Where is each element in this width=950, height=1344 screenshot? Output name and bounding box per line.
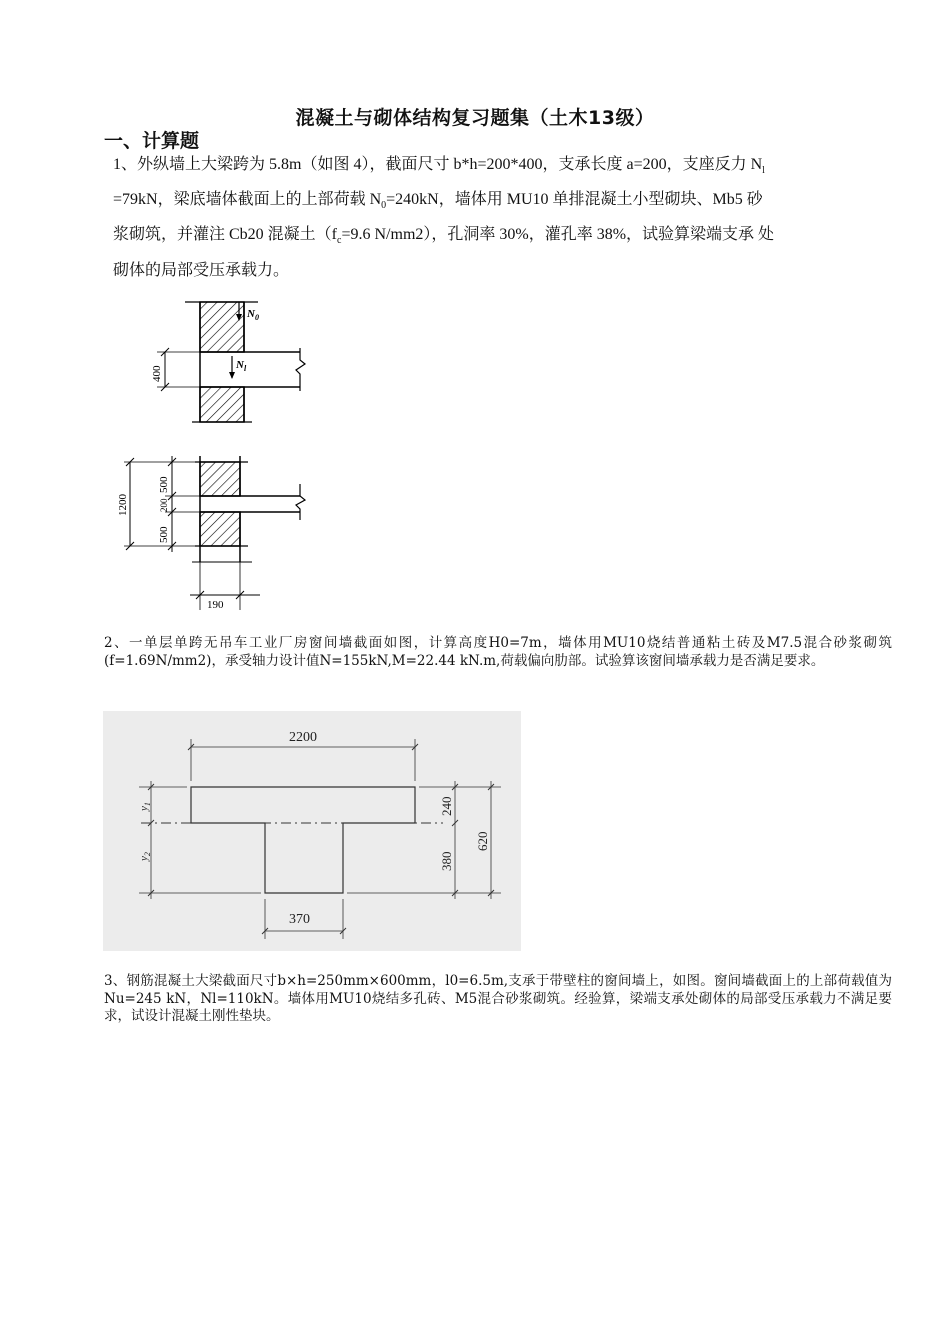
- dim-380: 380: [439, 851, 454, 871]
- label-y2: $y_2$: [138, 852, 152, 861]
- dim-500-bottom: 500: [158, 526, 170, 543]
- q1-line1: 1、外纵墙上大梁跨为 5.8m（如图 4），截面尺寸 b*h=200*400，支承长度 a=200，支座反力 N: [113, 156, 763, 173]
- dim-2200: 2200: [289, 730, 317, 745]
- dim-500-top: 500: [158, 476, 170, 493]
- label-nl: $N_l$: [236, 359, 247, 373]
- label-n0: $N_0$: [247, 308, 259, 322]
- wall-beam-figure: [110, 290, 330, 620]
- q1-line1-sub: l: [762, 165, 765, 177]
- dim-1200: 1200: [117, 494, 129, 516]
- top-section-diagram: [157, 302, 305, 422]
- dim-200: 200: [159, 498, 169, 512]
- q1-line3b: =9.6 N/mm2），孔洞率 30%，灌孔率 38%，试验算梁端支承 处: [341, 226, 775, 244]
- q1-line2-sub: 0: [381, 200, 387, 212]
- dim-400: 400: [151, 365, 163, 382]
- q1-line2b: =240kN，墙体用 MU10 单排混凝土小型砌块、Mb5 砂: [386, 191, 763, 209]
- dim-620: 620: [475, 831, 490, 851]
- q1-line2a: =79kN，梁底墙体截面上的上部荷载 N: [113, 191, 382, 209]
- bottom-section-diagram: [124, 456, 305, 610]
- section-heading: 一、计算题: [104, 130, 200, 152]
- q1-line3a: 浆砌筑，并灌注 Cb20 混凝土（f: [113, 226, 338, 244]
- page-title: 混凝土与砌体结构复习题集（土木13级）: [295, 107, 655, 129]
- q1-line3-sub: c: [337, 235, 342, 247]
- t-section-figure: [103, 711, 521, 951]
- question-1: [113, 150, 891, 285]
- label-y1: $y_1$: [138, 802, 152, 811]
- q1-line4: 砌体的局部受压承载力。: [113, 261, 290, 279]
- question-3: 3、钢筋混凝土大梁截面尺寸b×h=250mm×600mm，l0=6.5m,支承于带壁柱的窗间墙上，如图。窗间墙截面上的上部荷载值为Nu=245 kN，Nl=110kN。墙体用MU10烧结多孔砖、M5混合砂浆砌筑。经验算，梁端支承处砌体的局部受压承载力不满足要求，试设计混凝土刚性垫块。: [104, 973, 892, 1024]
- dim-190: 190: [207, 599, 224, 611]
- dim-240: 240: [439, 796, 454, 816]
- dim-370: 370: [289, 912, 310, 927]
- question-2: 2、一单层单跨无吊车工业厂房窗间墙截面如图，计算高度H0=7m，墙体用MU10烧结普通粘土砖及M7.5混合砂浆砌筑(f=1.69N/mm2)，承受轴力设计值N=155kN,M=22.44 kN.m,荷载偏向肋部。试验算该窗间墙承载力是否满足要求。: [104, 635, 892, 669]
